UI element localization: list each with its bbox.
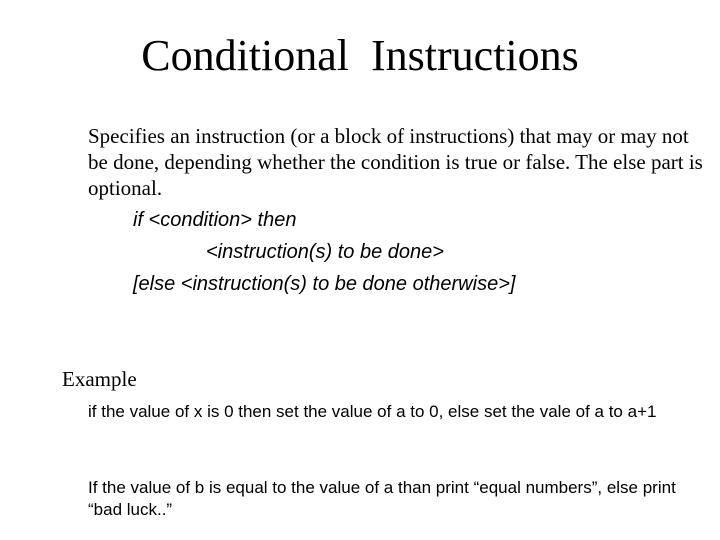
example-item-2: If the value of b is equal to the value of a than print “equal numbers”, else print “bad luck..” — [88, 478, 676, 519]
intro-paragraph: Specifies an instruction (or a block of instructions) that may or may not be done, depending whether the condition is true or false. The else part is optional. — [88, 124, 703, 200]
syntax-instruction-line: <instruction(s) to be done> — [206, 241, 444, 263]
example-item-1: if the value of x is 0 then set the value of a to 0, else set the vale of a to a+1 — [88, 402, 657, 421]
slide-title: Conditional Instructions — [141, 31, 579, 80]
syntax-if-line: if <condition> then — [133, 209, 297, 231]
syntax-else-line: [else <instruction(s) to be done otherwise>] — [133, 273, 516, 295]
example-heading: Example — [62, 367, 137, 391]
